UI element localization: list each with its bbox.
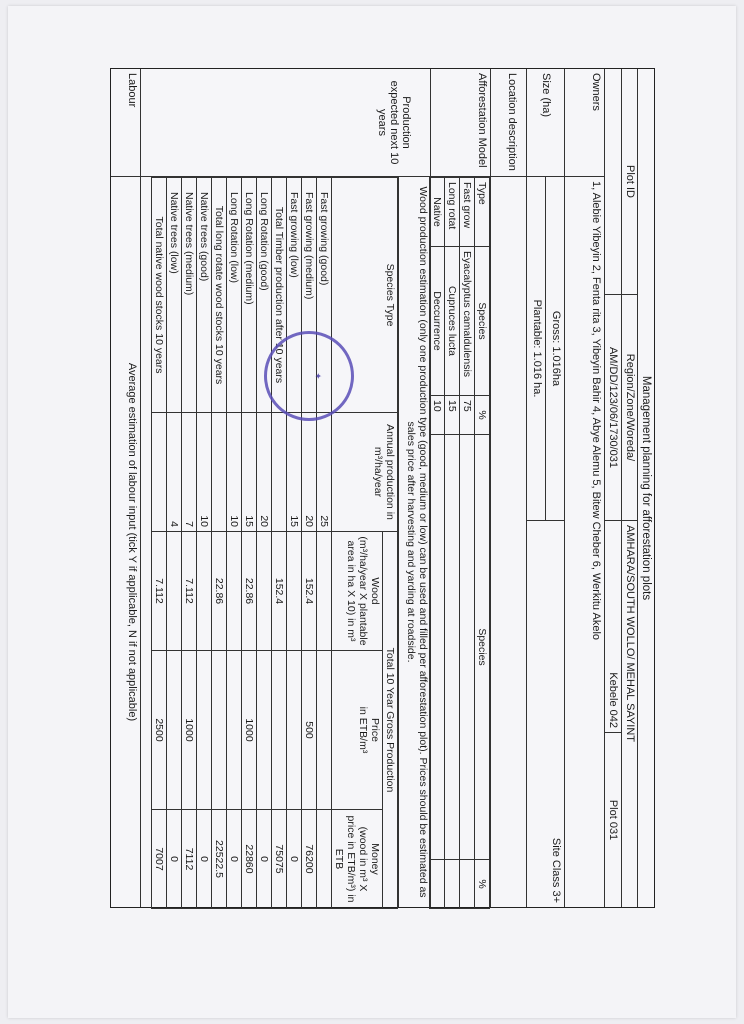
production-annual <box>212 413 227 532</box>
head-total: Total 10 Year Gross Production <box>383 532 398 909</box>
size-label: Size (ha) <box>527 69 564 177</box>
production-wood: 22.86 <box>212 532 227 651</box>
seal-mark: ✦ <box>313 372 323 380</box>
production-money: 0 <box>287 810 302 909</box>
production-wood <box>287 532 302 651</box>
production-annual <box>272 413 287 532</box>
production-price: 2500 <box>152 651 167 810</box>
production-annual: 10 <box>197 413 212 532</box>
production-table-row <box>152 178 167 909</box>
location-label: Location description <box>491 69 526 177</box>
production-money: 0 <box>227 810 242 909</box>
production-price <box>197 651 212 810</box>
production-label: Production expected next 10 years <box>141 69 430 177</box>
production-table-row <box>257 178 272 909</box>
head-wood: Wood (m³/ha/year X plantable area in ha X 10) in m³ <box>332 532 383 651</box>
production-annual: 20 <box>257 413 272 532</box>
production-price: 1000 <box>182 651 197 810</box>
form-title: Management planning for afforestation plots <box>637 69 654 907</box>
head-money: Money (wood in m³ X price in ETB/m³) in ETB <box>332 810 383 909</box>
region-value: AMHARA/SOUTH WOLLO/ MEHAL SAYINT <box>624 525 636 742</box>
plot-id-label: Plot ID <box>622 69 638 295</box>
region-label: Region/Zone/Woreda/ <box>622 295 638 521</box>
header-row-1 <box>621 69 638 907</box>
production-price <box>212 651 227 810</box>
production-wood: 7.112 <box>182 532 197 651</box>
production-price: 500 <box>302 651 317 810</box>
size-row <box>526 69 564 907</box>
production-table-row <box>287 178 302 909</box>
production-annual: 4 <box>167 413 182 532</box>
production-species: Native trees (good) <box>197 178 212 413</box>
production-wood <box>317 532 332 651</box>
production-money <box>317 810 332 909</box>
production-species: Long Rotation (good) <box>257 178 272 413</box>
rotated-form <box>110 68 655 908</box>
head-annual: Annual production in m³/ha/year <box>332 413 398 532</box>
header-row-2 <box>604 69 621 907</box>
model-head-species: Species <box>475 247 490 396</box>
plot-code: AM/DD/123/06/1730/031 <box>605 295 621 521</box>
production-species: Native trees (low) <box>167 178 182 413</box>
model-type: Native <box>430 178 445 247</box>
owners-value: 1, Alebie Yibeyin 2, Fenta rita 3, Yibeyin Bahir 4, Abye Alemu 5, Bitew Cheber 6, Werkitu Akelo <box>590 181 602 641</box>
production-price <box>257 651 272 810</box>
model-species: Deccurrence <box>430 247 445 396</box>
production-table-row <box>167 178 182 909</box>
model-head-species2: Species <box>475 435 490 860</box>
production-table-row <box>227 178 242 909</box>
production-wood: 152.4 <box>272 532 287 651</box>
site-class: Site Class 3+ <box>550 837 562 903</box>
production-annual: 15 <box>242 413 257 532</box>
head-species-type: Species Type <box>332 178 398 413</box>
plot-no: Plot 031 <box>607 799 619 841</box>
size-plantable: Plantable: 1.016 ha. <box>526 177 545 521</box>
production-table-row <box>302 178 317 909</box>
production-wood: 7.112 <box>152 532 167 651</box>
size-gross: Gross: 1.016ha <box>545 177 564 521</box>
production-note: Wood production estimation (only one production type (good, medium or low) can be used and filled per afforestation plot). Prices should be estimated as sales price after harvesting and yarding at roadside. <box>398 177 430 907</box>
production-money: 0 <box>197 810 212 909</box>
production-wood <box>197 532 212 651</box>
production-money: 22860 <box>242 810 257 909</box>
production-price <box>167 651 182 810</box>
labour-row <box>111 69 140 907</box>
production-species: Total Timber production after 10 years <box>272 178 287 413</box>
production-table-row <box>317 178 332 909</box>
production-table-row <box>197 178 212 909</box>
production-table-row <box>212 178 227 909</box>
kebele: Kebele 042 <box>605 521 621 733</box>
production-money: 0 <box>167 810 182 909</box>
production-annual <box>152 413 167 532</box>
production-money: 75075 <box>272 810 287 909</box>
production-row <box>140 69 430 907</box>
production-species: Fast growing (good) <box>317 178 332 413</box>
model-head-pct: % <box>475 396 490 435</box>
production-table-row <box>182 178 197 909</box>
model-type: Long rotat <box>445 178 460 247</box>
model-label: Afforestation Model <box>431 69 490 177</box>
production-species: Fast growing (low) <box>287 178 302 413</box>
head-price: Price in ETB/m³ <box>332 651 383 810</box>
production-annual: 7 <box>182 413 197 532</box>
owners-row <box>564 69 604 907</box>
production-annual: 20 <box>302 413 317 532</box>
production-wood: 152.4 <box>302 532 317 651</box>
production-annual: 10 <box>227 413 242 532</box>
production-money: 22522.5 <box>212 810 227 909</box>
production-price <box>227 651 242 810</box>
model-type: Fast grow <box>460 178 475 247</box>
production-species: Fast growing (medium) <box>302 178 317 413</box>
production-species: Long Rotation (low) <box>227 178 242 413</box>
model-head-pct2: % <box>475 860 490 909</box>
production-money: 0 <box>257 810 272 909</box>
labour-note: Average estimation of labour input (tick Y if applicable, N if not applicable) <box>126 362 138 722</box>
location-row <box>490 69 526 907</box>
production-table <box>151 177 398 909</box>
production-price <box>287 651 302 810</box>
production-money: 7007 <box>152 810 167 909</box>
production-wood: 22.86 <box>242 532 257 651</box>
production-annual: 15 <box>287 413 302 532</box>
model-row <box>430 69 490 907</box>
model-table <box>429 177 490 909</box>
labour-label: Labour <box>111 69 140 177</box>
production-wood <box>167 532 182 651</box>
model-pct: 10 <box>430 396 445 435</box>
official-seal <box>264 331 354 421</box>
model-species: Cupruces lucta <box>445 247 460 396</box>
production-table-row <box>272 178 287 909</box>
production-price: 1000 <box>242 651 257 810</box>
production-species: Total long rotate wood stocks 10 years <box>212 178 227 413</box>
model-head-type: Type <box>475 178 490 247</box>
production-money: 7112 <box>182 810 197 909</box>
production-species: Total native wood stocks 10 years <box>152 178 167 413</box>
model-pct: 75 <box>460 396 475 435</box>
production-price <box>317 651 332 810</box>
production-wood <box>227 532 242 651</box>
production-price <box>272 651 287 810</box>
production-species: Long Rotation (medium) <box>242 178 257 413</box>
production-wood <box>257 532 272 651</box>
model-species: Eyacalyptus camaldulensis <box>460 247 475 396</box>
production-table-row <box>242 178 257 909</box>
production-species: Native trees (medium) <box>182 178 197 413</box>
production-annual: 25 <box>317 413 332 532</box>
model-pct: 15 <box>445 396 460 435</box>
production-money: 76200 <box>302 810 317 909</box>
owners-label: Owners <box>565 69 604 177</box>
